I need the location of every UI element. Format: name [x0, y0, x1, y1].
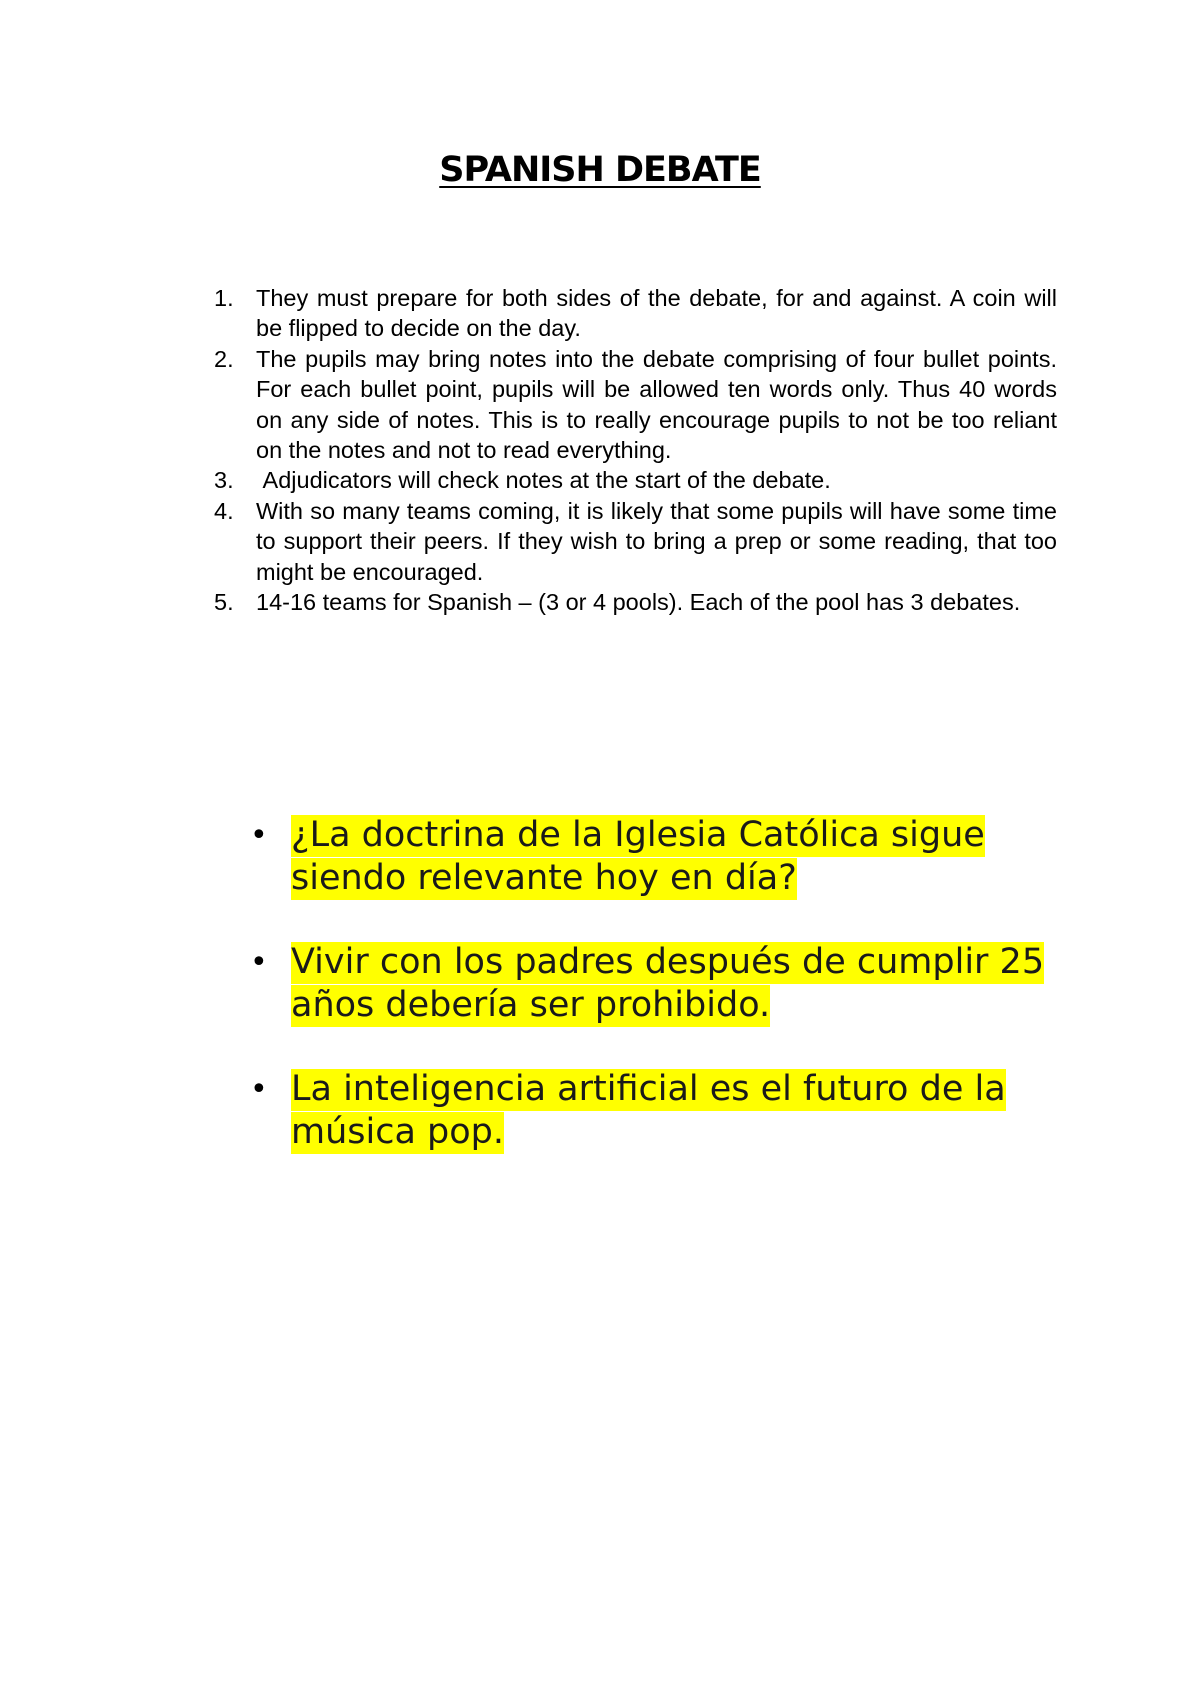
rule-item [214, 344, 1057, 466]
rule-item [214, 283, 1057, 344]
rule-number: 3. [214, 467, 234, 494]
rule-text: The pupils may bring notes into the debate comprising of four bullet points. For each bullet point, pupils will be allowed ten words only. Thus 40 words on any side of notes. This is to really encourage pupils to not be too reliant on the notes and not to read everything. [256, 345, 1057, 464]
rule-number: 1. [214, 285, 234, 311]
debate-topic-item [248, 814, 1048, 900]
rule-number: 2. [214, 345, 234, 372]
debate-topic-text: Vivir con los padres después de cumplir 25 años debería ser prohibido. [291, 942, 1045, 1025]
rule-text: Adjudicators will check notes at the start of the debate. [256, 467, 831, 494]
bullet-icon: • [250, 945, 268, 980]
rule-text: With so many teams coming, it is likely that some pupils will have some time to support their peers. If they wish to bring a prep or some reading, that too might be encouraged. [256, 497, 1057, 585]
bullet-icon: • [250, 818, 268, 853]
rule-number: 5. [214, 589, 234, 616]
rule-number: 4. [214, 497, 234, 524]
debate-topics-list [248, 814, 1048, 1195]
debate-topic-item [248, 1068, 1048, 1154]
rule-text: They must prepare for both sides of the debate, for and against. A coin will be flipped to decide on the day. [256, 285, 1057, 342]
rule-text: 14-16 teams for Spanish – (3 or 4 pools). Each of the pool has 3 debates. [256, 589, 1021, 616]
rule-item [214, 465, 1057, 495]
rules-list [214, 283, 1057, 617]
document-title: SPANISH DEBATE [439, 150, 761, 190]
rule-item [214, 496, 1057, 587]
debate-topic-text: ¿La doctrina de la Iglesia Católica sigue siendo relevante hoy en día? [291, 815, 985, 898]
debate-topic-item [248, 941, 1048, 1027]
bullet-icon: • [250, 1072, 268, 1107]
debate-topic-text: La inteligencia artificial es el futuro de la música pop. [291, 1069, 1006, 1152]
rule-item [214, 587, 1057, 617]
